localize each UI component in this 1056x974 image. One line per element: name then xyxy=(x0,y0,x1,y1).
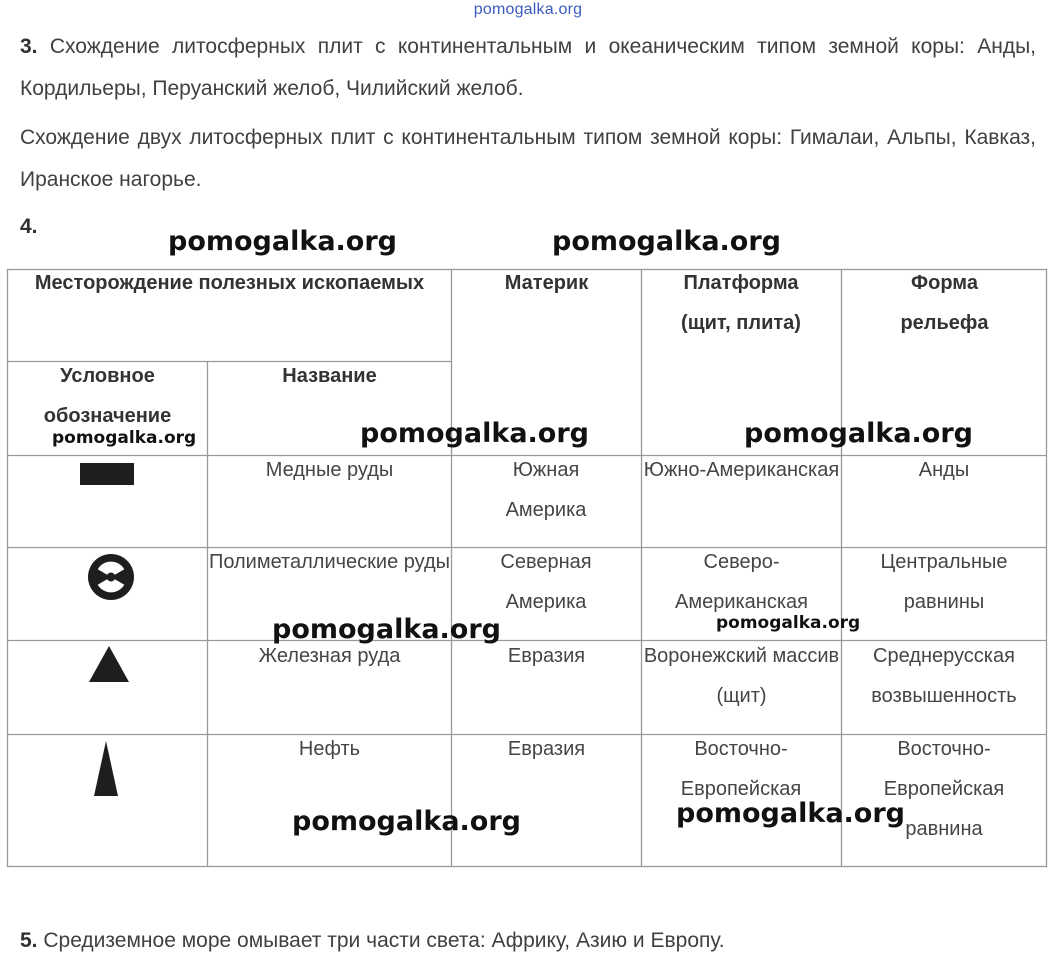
watermark: pomogalka.org xyxy=(360,418,589,449)
row-2-name: Полиметаллические руды xyxy=(208,551,451,573)
header-platform: Платформа (щит, плита) xyxy=(681,272,801,334)
row-3-continent: Евразия xyxy=(507,645,586,667)
row-3-platform: Воронежский массив (щит) xyxy=(643,645,840,707)
header-continent: Материк xyxy=(504,272,589,294)
watermark: pomogalka.org xyxy=(744,418,973,449)
row-2-platform: Северо-Американская xyxy=(674,551,808,613)
watermark: pomogalka.org xyxy=(676,798,905,829)
triangle-icon xyxy=(88,644,132,684)
question-5-number: 5. xyxy=(20,929,38,952)
question-3-text-1: Схождение литосферных плит с континентальным и океаническим типом земной коры: Анды, Кордильеры, Перуанский желоб, Чилийский желоб. xyxy=(20,35,1037,100)
question-5-paragraph xyxy=(20,920,1036,962)
row-4-relief: Восточно-Европейская равнина xyxy=(883,738,1005,840)
row-3-relief: Среднерусская возвышенность xyxy=(871,645,1017,707)
watermark: pomogalka.org xyxy=(292,806,521,837)
row-4-continent: Евразия xyxy=(507,738,586,760)
radiation-icon xyxy=(86,552,136,602)
question-3-number: 3. xyxy=(20,35,38,58)
row-1-relief: Анды xyxy=(918,459,970,481)
row-1-continent: Южная Америка xyxy=(505,459,587,521)
row-4-platform: Восточно-Европейская xyxy=(680,738,802,800)
watermark: pomogalka.org xyxy=(52,428,197,448)
row-4-name: Нефть xyxy=(298,738,361,760)
rectangle-icon xyxy=(80,463,135,487)
header-symbol: Условное обозначение xyxy=(43,365,172,427)
row-2-relief: Центральные равнины xyxy=(880,551,1008,613)
watermark: pomogalka.org xyxy=(272,614,501,645)
row-2-continent: Северная Америка xyxy=(500,551,592,613)
top-watermark: pomogalka.org xyxy=(473,1,583,18)
question-3-text-2: Схождение двух литосферных плит с континентальным типом земной коры: Гималаи, Альпы, Кавказ, Иранское нагорье. xyxy=(20,126,1036,191)
header-deposit: Месторождение полезных ископаемых xyxy=(34,272,425,294)
row-1-name: Медные руды xyxy=(265,459,394,481)
header-relief: Форма рельефа xyxy=(900,272,989,334)
watermark: pomogalka.org xyxy=(168,226,397,257)
question-5-text: Средиземное море омывает три части света: Африку, Азию и Европу. xyxy=(43,929,725,952)
question-4-number: 4. xyxy=(20,215,38,238)
tall-triangle-icon xyxy=(92,740,124,798)
watermark: pomogalka.org xyxy=(552,226,781,257)
watermark: pomogalka.org xyxy=(716,613,861,633)
header-name: Название xyxy=(282,365,377,387)
row-3-name: Железная руда xyxy=(258,645,401,667)
row-1-platform: Южно-Американская xyxy=(643,459,840,481)
